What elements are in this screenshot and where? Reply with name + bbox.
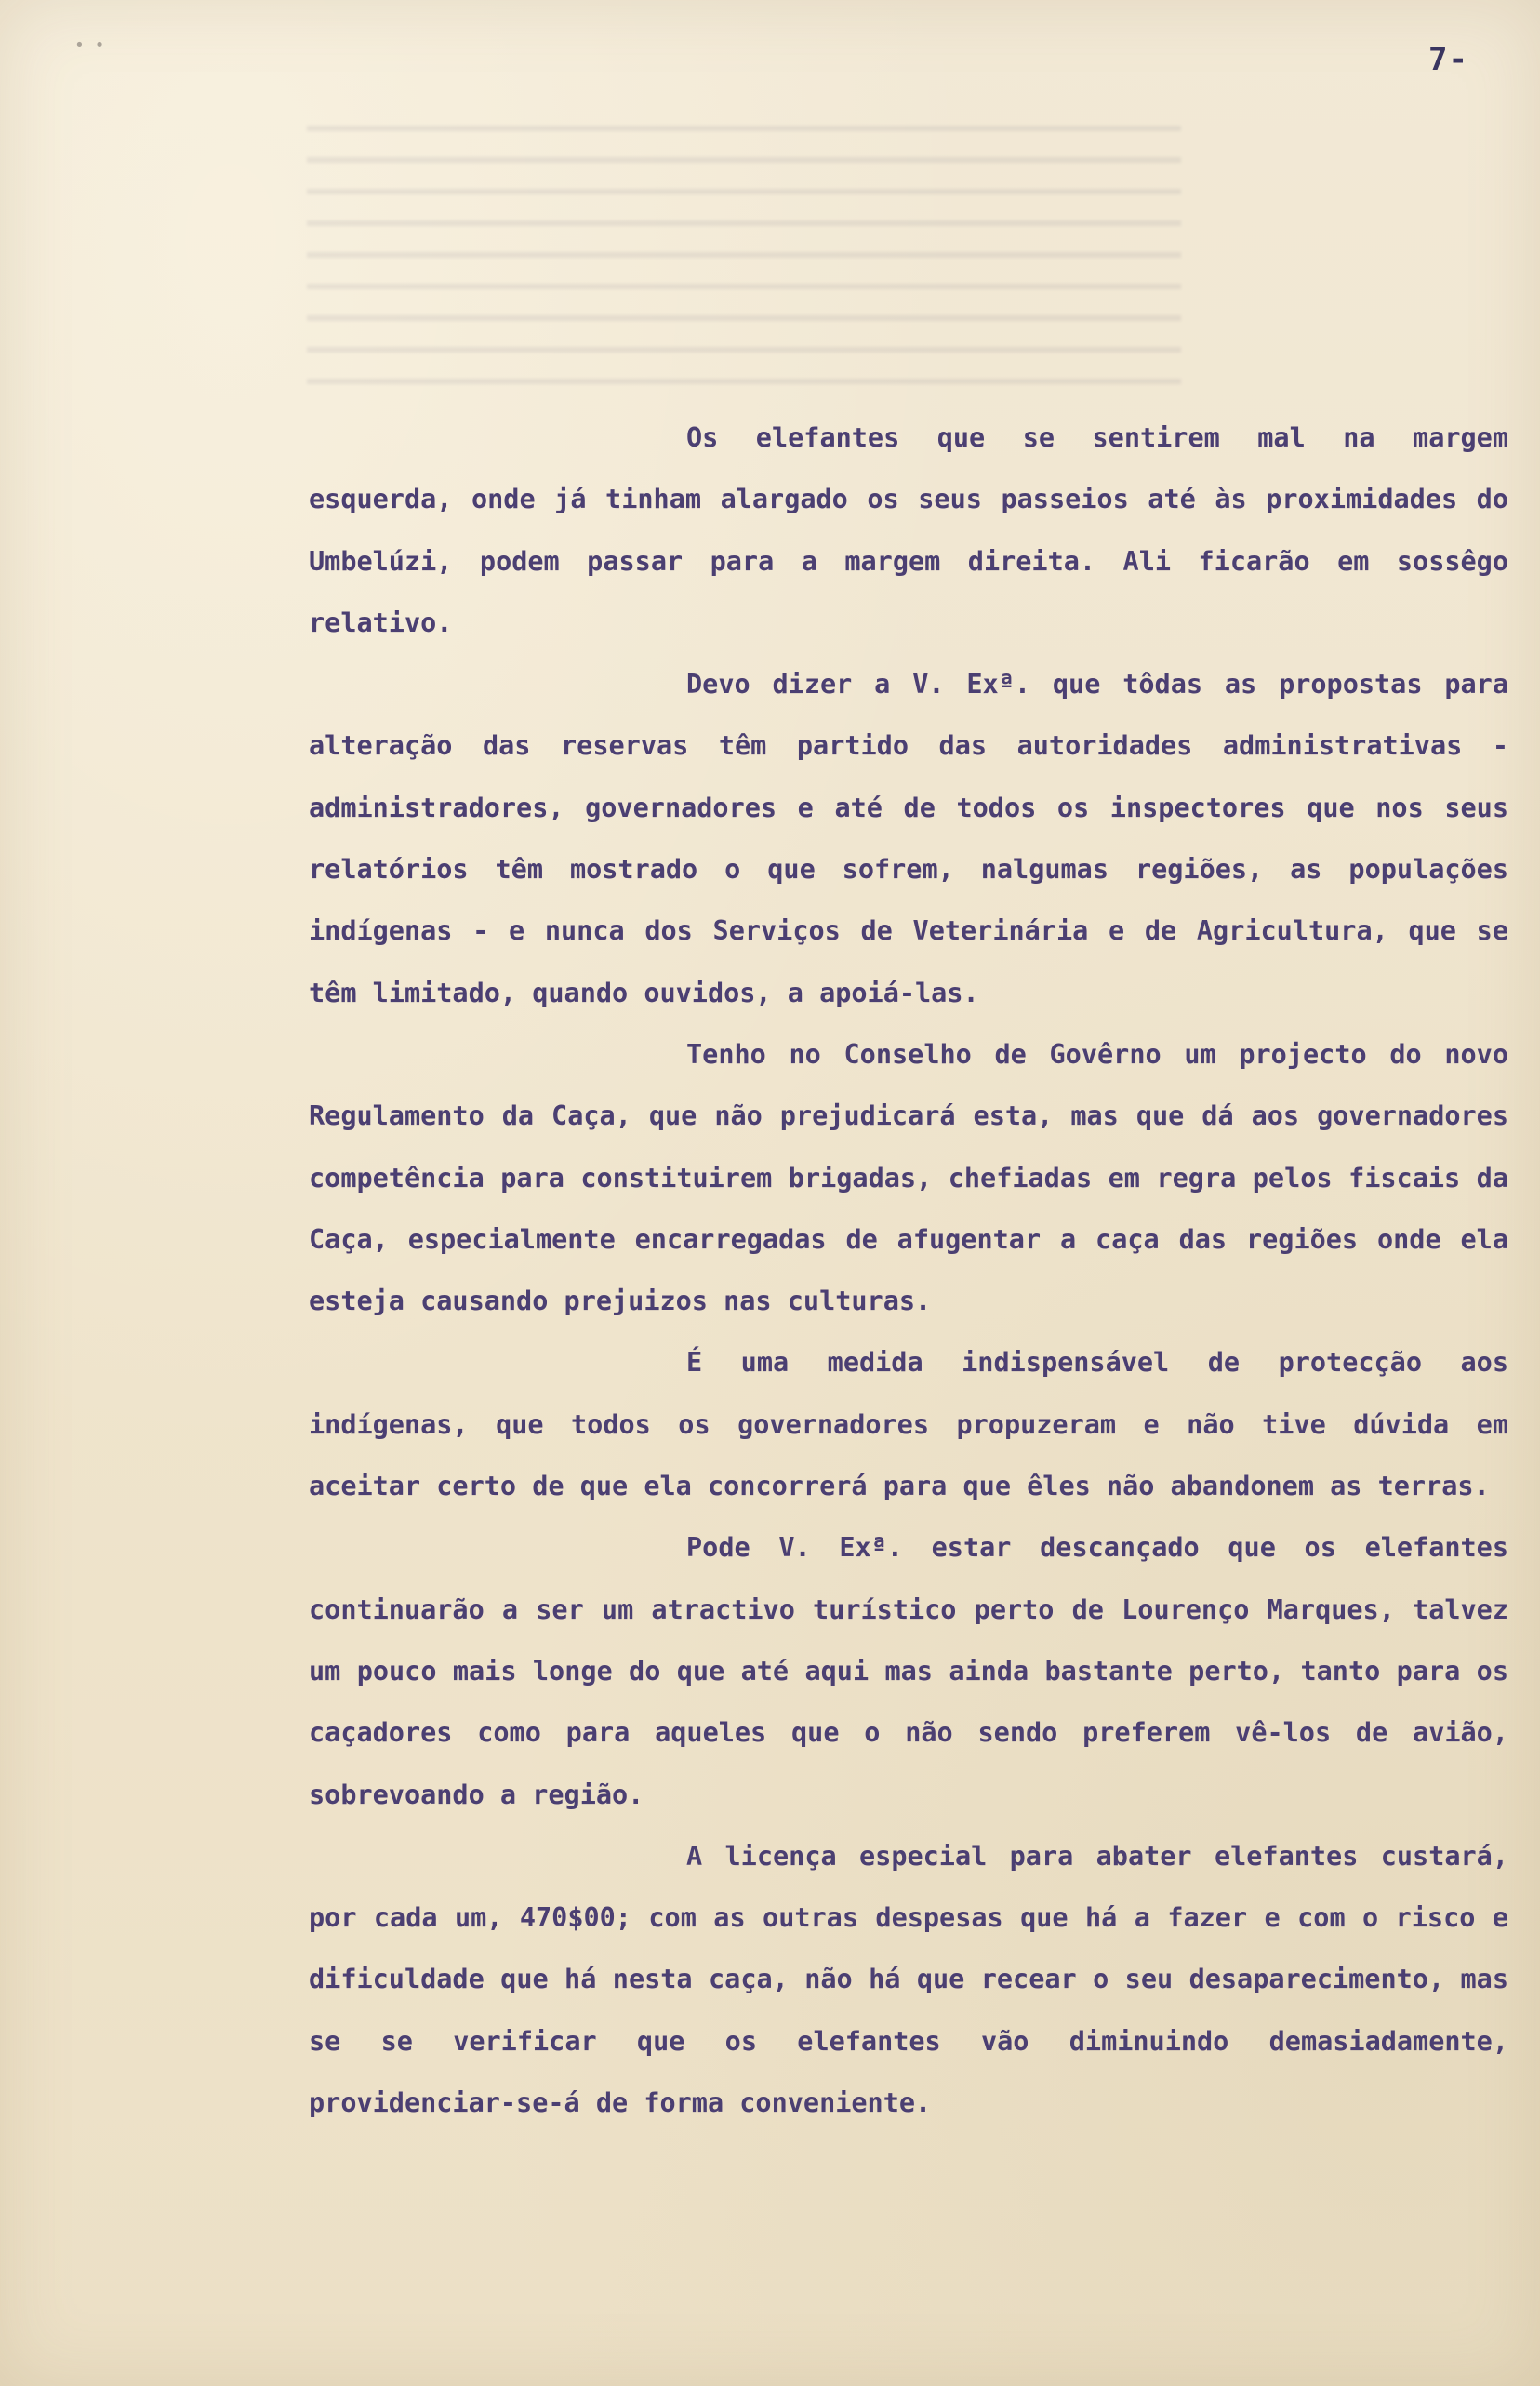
paragraph-tourist-attraction: Pode V. Exª. estar descançado que os elefantes continuarão a ser um atractivo turístico perto de Lourenço Marques, talvez um pouco mais longe do que até aqui mas ainda bastante perto, tanto para os caçadores como para aqueles que o não sendo preferem vê-los de avião, sobrevoando a região.: [309, 1532, 1508, 1810]
paragraph-indigenous-protection: É uma medida indispensável de protecção aos indígenas, que todos os governadores propuzeram e não tive dúvida em aceitar certo de que ela concorrerá para que êles não abandonem as terras.: [309, 1347, 1508, 1502]
show-through-text: [307, 126, 1181, 405]
paragraph-elephants-margin: Os elefantes que se sentirem mal na margem esquerda, onde já tinham alargado os seus passeios até às proximidades do Umbelúzi, podem passar para a margem direita. Ali ficarão em sossêgo relativo.: [309, 422, 1508, 638]
paragraph-reserve-proposals: Devo dizer a V. Exª. que tôdas as propostas para alteração das reservas têm partido das autoridades administrativas - administradores, governadores e até de todos os inspectores que nos seus relatórios têm mostrado o que sofrem, nalgumas regiões, as populações indígenas - e nunca dos Serviços de Veterinária e de Agricultura, que se têm limitado, quando ouvidos, a apoiá-las.: [309, 669, 1508, 1008]
letter-body: [309, 407, 1508, 2134]
page-number: 7-: [1428, 41, 1468, 78]
corner-marks: • •: [74, 35, 105, 55]
paragraph-special-license: A licença especial para abater elefantes custará, por cada um, 470$00; com as outras despesas que há a fazer e com o risco e dificuldade que há nesta caça, não há que recear o seu desaparecimento, mas se se verificar que os elefantes vão diminuindo demasiadamente, providenciar-se-á de forma conveniente.: [309, 1840, 1508, 2119]
paragraph-hunting-regulation: Tenho no Conselho de Govêrno um projecto do novo Regulamento da Caça, que não prejudicará esta, mas que dá aos governadores competência para constituirem brigadas, chefiadas em regra pelos fiscais da Caça, especialmente encarregadas de afugentar a caça das regiões onde ela esteja causando prejuizos nas culturas.: [309, 1038, 1508, 1317]
